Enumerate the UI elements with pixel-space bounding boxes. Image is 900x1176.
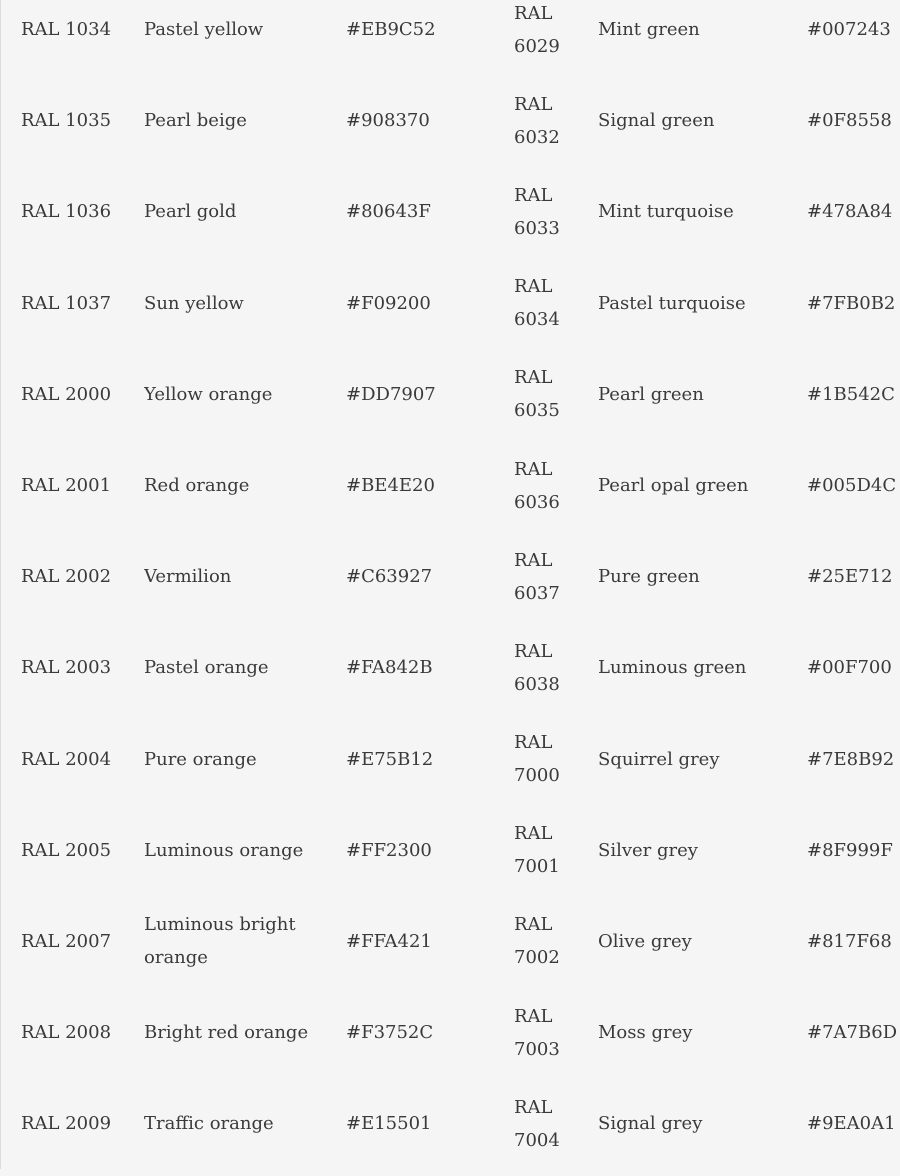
ral-code-cell: RAL 2000 <box>21 383 112 405</box>
ral-code-cell: RAL 2002 <box>21 566 112 588</box>
ral-code-cell: RAL 6032 <box>514 93 560 148</box>
color-name-cell: Luminous green <box>598 657 747 679</box>
color-name-cell: Pastel orange <box>144 657 269 679</box>
table-row <box>1 987 900 1078</box>
ral-code-cell: RAL 7001 <box>514 823 560 878</box>
ral-code-cell: RAL 1037 <box>21 292 112 314</box>
ral-code-cell: RAL 2007 <box>21 930 112 952</box>
hex-code-cell: #F09200 <box>346 292 431 314</box>
table-row <box>1 1078 900 1169</box>
hex-code-cell: #E75B12 <box>346 748 434 770</box>
table-row <box>1 0 900 75</box>
table-row <box>1 258 900 349</box>
hex-code-cell: #EB9C52 <box>346 19 436 41</box>
color-name-cell: Mint turquoise <box>598 201 734 223</box>
color-name-cell: Yellow orange <box>144 383 273 405</box>
table-row <box>1 896 900 987</box>
ral-code-cell: RAL 2009 <box>21 1113 112 1135</box>
ral-code-cell: RAL 6035 <box>514 367 560 422</box>
ral-code-cell: RAL 6033 <box>514 184 560 239</box>
color-name-cell: Sun yellow <box>144 292 244 314</box>
color-name-cell: Pearl gold <box>144 201 237 223</box>
hex-code-cell: #7E8B92 <box>807 748 895 770</box>
ral-code-cell: RAL 6034 <box>514 276 560 331</box>
color-name-cell: Vermilion <box>144 566 232 588</box>
hex-code-cell: #7FB0B2 <box>807 292 896 314</box>
color-name-cell: Luminous bright orange <box>144 914 296 969</box>
hex-code-cell: #1B542C <box>807 383 895 405</box>
table-row <box>1 531 900 622</box>
color-name-cell: Squirrel grey <box>598 748 720 770</box>
hex-code-cell: #E15501 <box>346 1113 432 1135</box>
ral-code-cell: RAL 6037 <box>514 549 560 604</box>
ral-code-cell: RAL 2005 <box>21 839 112 861</box>
color-name-cell: Pure orange <box>144 748 257 770</box>
color-name-cell: Mint green <box>598 19 700 41</box>
color-name-cell: Olive grey <box>598 930 692 952</box>
ral-code-cell: RAL 2003 <box>21 657 112 679</box>
hex-code-cell: #F3752C <box>346 1022 434 1044</box>
color-name-cell: Luminous orange <box>144 839 304 861</box>
hex-code-cell: #9EA0A1 <box>807 1113 896 1135</box>
hex-code-cell: #478A84 <box>807 201 893 223</box>
color-name-cell: Pure green <box>598 566 700 588</box>
table-row <box>1 440 900 531</box>
hex-code-cell: #817F68 <box>807 930 892 952</box>
hex-code-cell: #FF2300 <box>346 839 432 861</box>
color-name-cell: Moss grey <box>598 1022 693 1044</box>
ral-code-cell: RAL 2004 <box>21 748 112 770</box>
ral-code-cell: RAL 2008 <box>21 1022 112 1044</box>
ral-code-cell: RAL 6036 <box>514 458 560 513</box>
ral-code-cell: RAL 6038 <box>514 640 560 695</box>
table-row <box>1 622 900 713</box>
ral-code-cell: RAL 7003 <box>514 1005 560 1060</box>
color-name-cell: Pearl green <box>598 383 704 405</box>
hex-code-cell: #80643F <box>346 201 431 223</box>
hex-code-cell: #8F999F <box>807 839 893 861</box>
hex-code-cell: #005D4C <box>807 475 897 497</box>
hex-code-cell: #FFA421 <box>346 930 432 952</box>
hex-code-cell: #BE4E20 <box>346 475 435 497</box>
table-row <box>1 805 900 896</box>
color-name-cell: Pearl beige <box>144 110 247 132</box>
table-row <box>1 714 900 805</box>
table-row <box>1 349 900 440</box>
ral-code-cell: RAL 7004 <box>514 1096 560 1151</box>
color-name-cell: Traffic orange <box>144 1113 274 1135</box>
ral-code-cell: RAL 1036 <box>21 201 112 223</box>
hex-code-cell: #DD7907 <box>346 383 436 405</box>
ral-code-cell: RAL 6029 <box>514 2 560 57</box>
color-name-cell: Pearl opal green <box>598 475 749 497</box>
ral-code-cell: RAL 1034 <box>21 19 112 41</box>
color-name-cell: Pastel yellow <box>144 19 264 41</box>
hex-code-cell: #C63927 <box>346 566 433 588</box>
hex-code-cell: #00F700 <box>807 657 892 679</box>
ral-code-cell: RAL 2001 <box>21 475 112 497</box>
hex-code-cell: #0F8558 <box>807 110 892 132</box>
table-row <box>1 166 900 257</box>
color-name-cell: Signal green <box>598 110 715 132</box>
color-name-cell: Signal grey <box>598 1113 703 1135</box>
ral-code-cell: RAL 7000 <box>514 732 560 787</box>
ral-code-cell: RAL 7002 <box>514 914 560 969</box>
color-name-cell: Bright red orange <box>144 1022 309 1044</box>
ral-code-cell: RAL 1035 <box>21 110 112 132</box>
hex-code-cell: #25E712 <box>807 566 893 588</box>
hex-code-cell: #908370 <box>346 110 430 132</box>
hex-code-cell: #FA842B <box>346 657 433 679</box>
color-name-cell: Silver grey <box>598 839 698 861</box>
hex-code-cell: #007243 <box>807 19 891 41</box>
hex-code-cell: #7A7B6D <box>807 1022 898 1044</box>
color-name-cell: Pastel turquoise <box>598 292 746 314</box>
color-name-cell: Red orange <box>144 475 250 497</box>
table-row <box>1 75 900 166</box>
